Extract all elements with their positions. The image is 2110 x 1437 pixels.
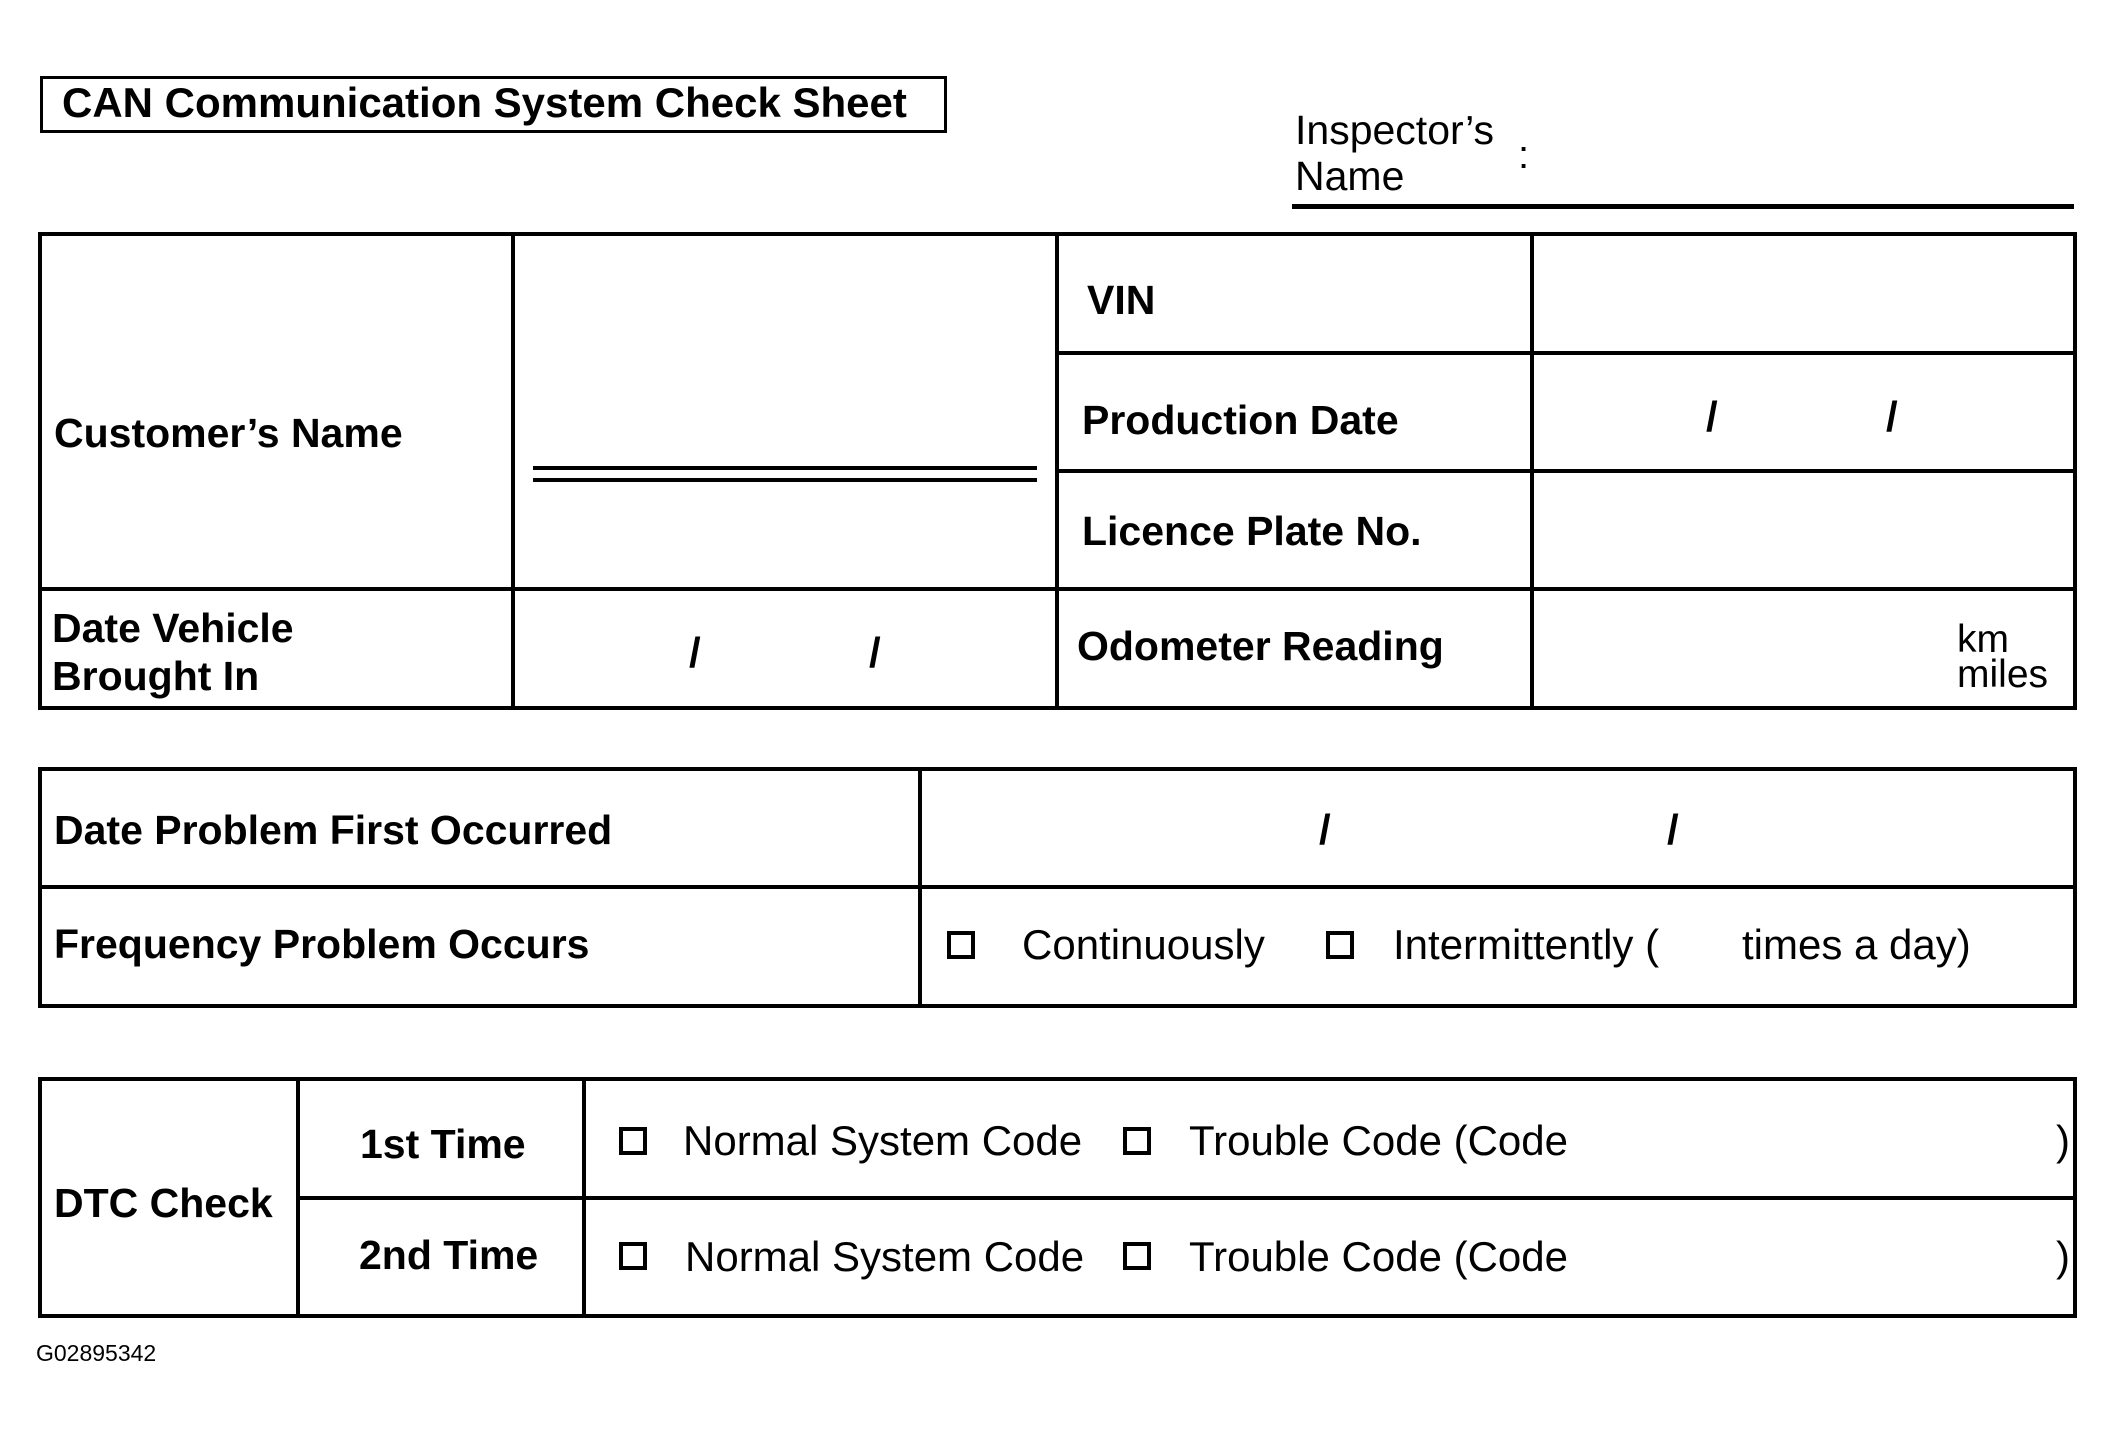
inspector-name-field[interactable] — [1292, 204, 2074, 209]
intermittently-label: Intermittently ( — [1393, 921, 1660, 968]
dtc-first-normal-checkbox[interactable] — [619, 1127, 647, 1155]
vin-field[interactable] — [1534, 236, 2073, 351]
date-brought-in-field[interactable] — [515, 591, 1055, 706]
date-first-occurred-separator: / — [1667, 806, 1679, 853]
date-first-occurred-label: Date Problem First Occurred — [54, 807, 613, 853]
problem-table-row-divider — [38, 885, 2077, 889]
inspector-colon: : — [1518, 133, 1530, 177]
date-brought-in-label: Date Vehicle — [52, 605, 294, 651]
date-brought-in-label: Brought In — [52, 653, 260, 699]
date-brought-in-separator: / — [869, 629, 881, 676]
dtc-first-time-label: 1st Time — [360, 1121, 526, 1167]
customer-name-label: Customer’s Name — [54, 410, 403, 456]
dtc-table-border-left — [38, 1077, 42, 1318]
dtc-second-normal-label: Normal System Code — [685, 1233, 1085, 1280]
licence-plate-label: Licence Plate No. — [1082, 508, 1422, 554]
dtc-first-close-paren: ) — [2056, 1117, 2070, 1164]
problem-table-border-bottom — [38, 1004, 2077, 1008]
dtc-table-border-bottom — [38, 1314, 2077, 1318]
odometer-field[interactable] — [1534, 591, 1934, 706]
figure-id: G02895342 — [36, 1340, 157, 1366]
date-first-occurred-separator: / — [1319, 806, 1331, 853]
dtc-second-time-label: 2nd Time — [359, 1232, 539, 1278]
production-date-field[interactable] — [1534, 355, 2073, 469]
dtc-second-trouble-label: Trouble Code (Code — [1189, 1233, 1568, 1280]
continuously-label: Continuously — [1022, 921, 1265, 968]
intermittently-checkbox[interactable] — [1326, 931, 1354, 959]
odometer-unit-km: km — [1957, 618, 2009, 661]
dtc-table-row-divider — [296, 1196, 2077, 1200]
vehicle-table-border-left — [38, 232, 42, 710]
customer-name-field[interactable] — [533, 466, 1037, 482]
dtc-first-normal-label: Normal System Code — [683, 1117, 1083, 1164]
vin-label: VIN — [1087, 277, 1156, 323]
date-first-occurred-field[interactable] — [922, 771, 2073, 885]
dtc-second-trouble-checkbox[interactable] — [1123, 1242, 1151, 1270]
dtc-table-border-top — [38, 1077, 2077, 1081]
dtc-second-code-field[interactable] — [1570, 1215, 2050, 1295]
times-per-day-field[interactable] — [1662, 910, 1742, 980]
dtc-check-label: DTC Check — [54, 1180, 273, 1226]
continuously-checkbox[interactable] — [947, 931, 975, 959]
production-date-separator: / — [1706, 393, 1718, 440]
production-date-separator: / — [1886, 393, 1898, 440]
page-title: CAN Communication System Check Sheet — [62, 79, 907, 126]
dtc-first-code-field[interactable] — [1570, 1100, 2050, 1180]
date-brought-in-separator: / — [689, 629, 701, 676]
dtc-first-trouble-label: Trouble Code (Code — [1189, 1117, 1568, 1164]
dtc-second-close-paren: ) — [2056, 1233, 2070, 1280]
licence-plate-field[interactable] — [1534, 473, 2073, 587]
dtc-second-normal-checkbox[interactable] — [619, 1242, 647, 1270]
production-date-label: Production Date — [1082, 397, 1399, 443]
odometer-label: Odometer Reading — [1077, 623, 1444, 669]
inspector-label-line2: Name — [1295, 153, 1405, 199]
times-a-day-label: times a day) — [1742, 921, 1971, 968]
inspector-label-line1: Inspector’s — [1295, 107, 1495, 153]
dtc-first-trouble-checkbox[interactable] — [1123, 1127, 1151, 1155]
frequency-label: Frequency Problem Occurs — [54, 921, 590, 967]
odometer-unit-miles: miles — [1957, 653, 2049, 696]
